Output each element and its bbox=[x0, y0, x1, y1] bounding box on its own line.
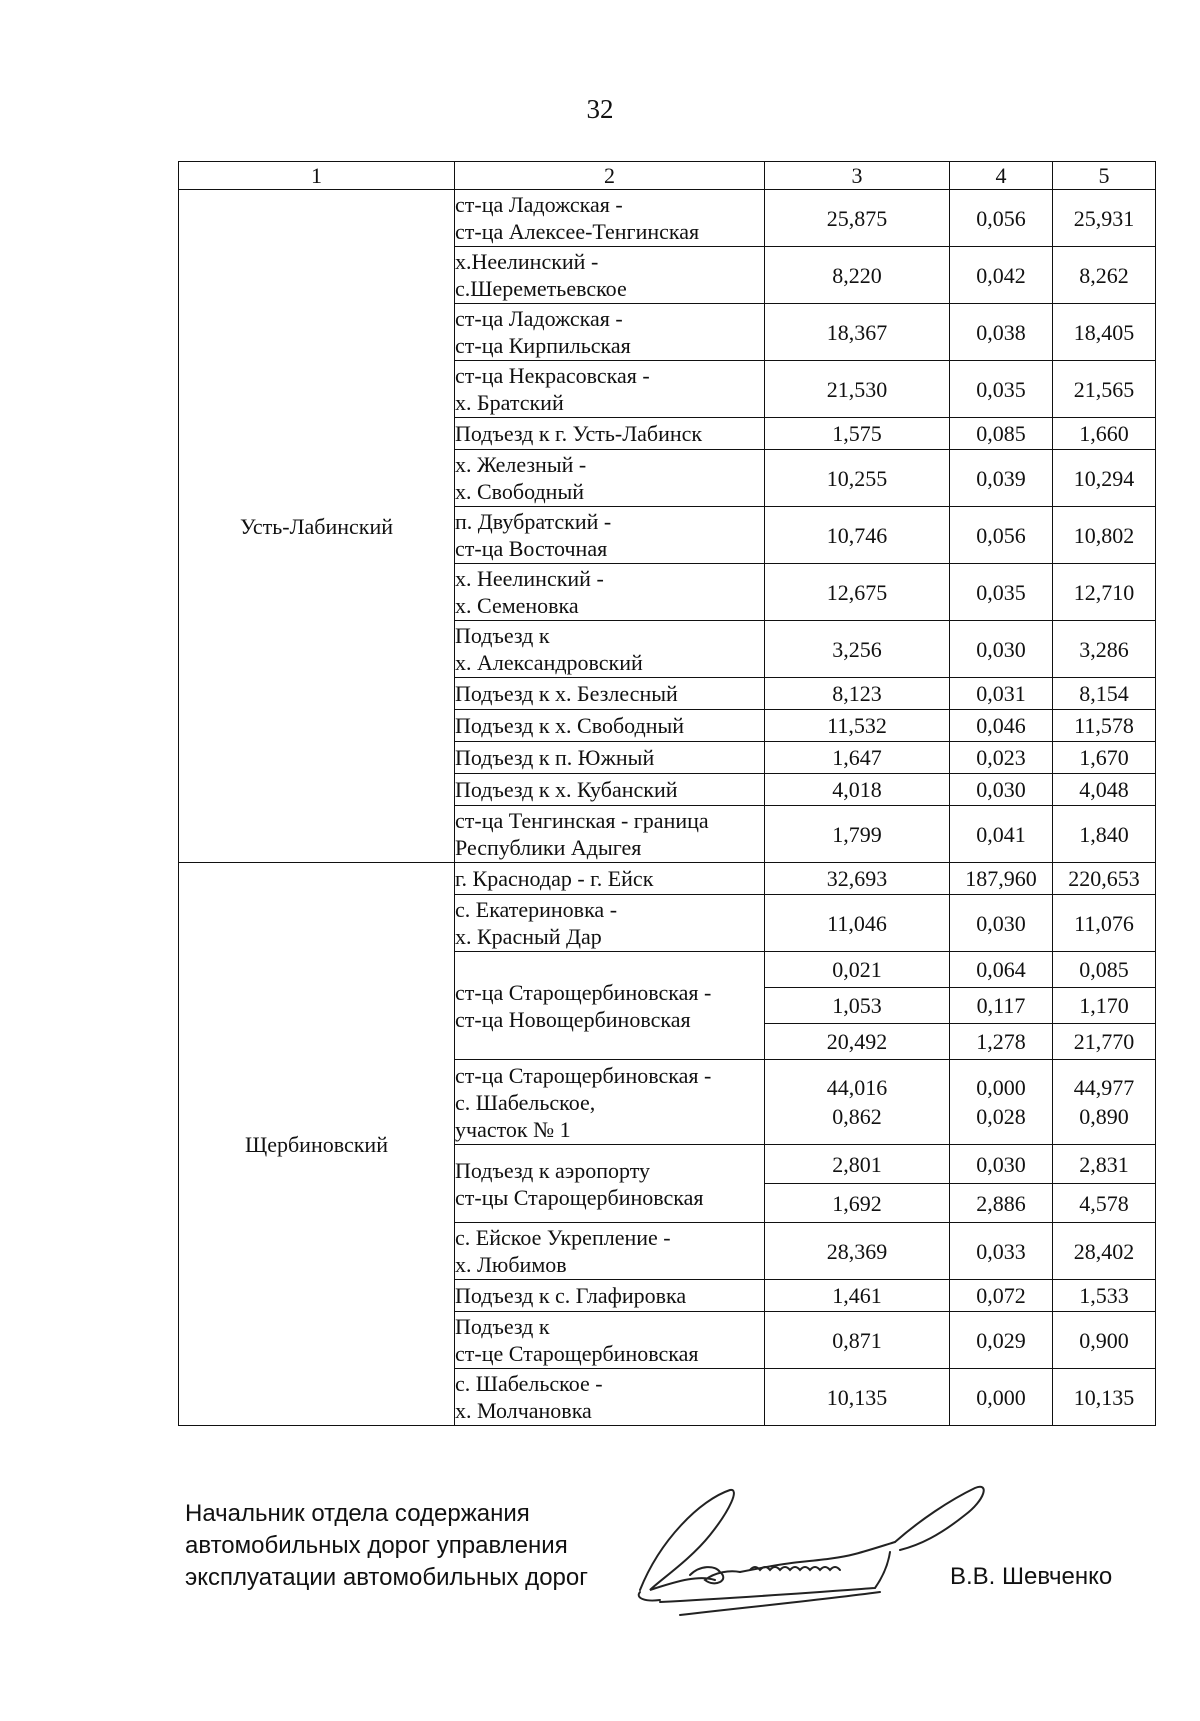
value-col3: 1,799 bbox=[765, 806, 950, 863]
road-name: ст-ца Тенгинская - граница Республики Адыгея bbox=[455, 806, 765, 863]
value-col4-b: 0,028 bbox=[976, 1104, 1026, 1129]
value-col5: 21,565 bbox=[1053, 361, 1156, 418]
value-col5-b: 0,890 bbox=[1079, 1104, 1129, 1129]
value-col3: 10,255 bbox=[765, 450, 950, 507]
value-col5: 1,170 bbox=[1053, 988, 1156, 1024]
value-col4: 0,031 bbox=[950, 678, 1053, 710]
value-col4-a: 0,000 bbox=[976, 1075, 1026, 1100]
value-col5: 11,578 bbox=[1053, 710, 1156, 742]
signer-position-line-3: эксплуатации автомобильных дорог bbox=[185, 1564, 588, 1591]
column-header-3: 3 bbox=[765, 162, 950, 190]
value-col3: 10,135 bbox=[765, 1369, 950, 1426]
road-name: г. Краснодар - г. Ейск bbox=[455, 863, 765, 895]
value-col5: 0,085 bbox=[1053, 952, 1156, 988]
handwritten-signature bbox=[620, 1480, 1020, 1640]
value-col3: 11,046 bbox=[765, 895, 950, 952]
value-col5 bbox=[1053, 1060, 1156, 1145]
road-name: Подъезд к п. Южный bbox=[455, 742, 765, 774]
road-name: х. Железный - х. Свободный bbox=[455, 450, 765, 507]
value-col3: 21,530 bbox=[765, 361, 950, 418]
road-name: х.Неелинский - с.Шереметьевское bbox=[455, 247, 765, 304]
value-col3: 1,647 bbox=[765, 742, 950, 774]
value-col3: 0,021 bbox=[765, 952, 950, 988]
page-number: 32 bbox=[586, 94, 614, 124]
table-header bbox=[179, 162, 1156, 190]
road-name: п. Двубратский - ст-ца Восточная bbox=[455, 507, 765, 564]
value-col5: 1,533 bbox=[1053, 1280, 1156, 1312]
value-col5: 11,076 bbox=[1053, 895, 1156, 952]
value-col3: 1,692 bbox=[765, 1184, 950, 1223]
value-col3: 11,532 bbox=[765, 710, 950, 742]
value-col3: 18,367 bbox=[765, 304, 950, 361]
road-name: х. Неелинский - х. Семеновка bbox=[455, 564, 765, 621]
value-col3: 32,693 bbox=[765, 863, 950, 895]
value-col3-a: 44,016 bbox=[826, 1075, 888, 1100]
road-name: Подъезд к х. Александровский bbox=[455, 621, 765, 678]
value-col5: 2,831 bbox=[1053, 1145, 1156, 1184]
signer-name: В.В. Шевченко bbox=[950, 1563, 1113, 1590]
value-col4: 0,046 bbox=[950, 710, 1053, 742]
value-col3: 1,053 bbox=[765, 988, 950, 1024]
value-col4: 0,000 bbox=[950, 1369, 1053, 1426]
road-name: ст-ца Ладожская - ст-ца Алексее-Тенгинская bbox=[455, 190, 765, 247]
value-col5: 1,670 bbox=[1053, 742, 1156, 774]
value-col4: 0,041 bbox=[950, 806, 1053, 863]
road-name: Подъезд к ст-це Старощербиновская bbox=[455, 1312, 765, 1369]
value-col5: 8,262 bbox=[1053, 247, 1156, 304]
table-row bbox=[179, 190, 1156, 247]
value-col4: 0,039 bbox=[950, 450, 1053, 507]
value-col5: 28,402 bbox=[1053, 1223, 1156, 1280]
value-col4: 187,960 bbox=[950, 863, 1053, 895]
table-row bbox=[179, 863, 1156, 895]
value-col5: 12,710 bbox=[1053, 564, 1156, 621]
value-col3: 8,123 bbox=[765, 678, 950, 710]
value-col3: 2,801 bbox=[765, 1145, 950, 1184]
value-col5: 10,135 bbox=[1053, 1369, 1156, 1426]
value-col3 bbox=[765, 1060, 950, 1145]
value-col4: 0,023 bbox=[950, 742, 1053, 774]
road-name: Подъезд к с. Глафировка bbox=[455, 1280, 765, 1312]
road-name: ст-ца Ладожская - ст-ца Кирпильская bbox=[455, 304, 765, 361]
value-col4: 0,064 bbox=[950, 952, 1053, 988]
value-col5: 4,578 bbox=[1053, 1184, 1156, 1223]
value-col3: 4,018 bbox=[765, 774, 950, 806]
road-name: с. Ейское Укрепление - х. Любимов bbox=[455, 1223, 765, 1280]
road-name: Подъезд к х. Свободный bbox=[455, 710, 765, 742]
header-row bbox=[179, 162, 1156, 190]
value-col4: 0,042 bbox=[950, 247, 1053, 304]
road-name: ст-ца Старощербиновская - ст-ца Новощербиновская bbox=[455, 952, 765, 1060]
value-col4 bbox=[950, 1060, 1053, 1145]
road-name: ст-ца Старощербиновская - с. Шабельское, участок № 1 bbox=[455, 1060, 765, 1145]
value-col4: 1,278 bbox=[950, 1024, 1053, 1060]
value-col4: 0,030 bbox=[950, 774, 1053, 806]
value-col3: 0,871 bbox=[765, 1312, 950, 1369]
value-col5-a: 44,977 bbox=[1073, 1075, 1135, 1100]
road-name: Подъезд к х. Кубанский bbox=[455, 774, 765, 806]
value-col4: 0,085 bbox=[950, 418, 1053, 450]
value-col3: 1,461 bbox=[765, 1280, 950, 1312]
column-header-4: 4 bbox=[950, 162, 1053, 190]
signature-block bbox=[185, 1498, 588, 1594]
road-name: ст-ца Некрасовская - х. Братский bbox=[455, 361, 765, 418]
column-header-5: 5 bbox=[1053, 162, 1156, 190]
road-name: Подъезд к х. Безлесный bbox=[455, 678, 765, 710]
value-col4: 0,030 bbox=[950, 1145, 1053, 1184]
value-col4: 0,056 bbox=[950, 190, 1053, 247]
value-col4: 0,030 bbox=[950, 621, 1053, 678]
value-col4: 0,072 bbox=[950, 1280, 1053, 1312]
signer-position-line-2: автомобильных дорог управления bbox=[185, 1532, 568, 1559]
column-header-2: 2 bbox=[455, 162, 765, 190]
column-header-1: 1 bbox=[179, 162, 455, 190]
value-col5: 25,931 bbox=[1053, 190, 1156, 247]
value-col3: 25,875 bbox=[765, 190, 950, 247]
value-col3-b: 0,862 bbox=[832, 1104, 882, 1129]
district-cell: Щербиновский bbox=[179, 863, 455, 1426]
road-name: Подъезд к г. Усть-Лабинск bbox=[455, 418, 765, 450]
value-col5: 10,802 bbox=[1053, 507, 1156, 564]
value-col3: 1,575 bbox=[765, 418, 950, 450]
value-col4: 0,117 bbox=[950, 988, 1053, 1024]
road-name: с. Екатериновка - х. Красный Дар bbox=[455, 895, 765, 952]
value-col4: 0,038 bbox=[950, 304, 1053, 361]
value-col5: 1,840 bbox=[1053, 806, 1156, 863]
value-col4: 0,030 bbox=[950, 895, 1053, 952]
value-col5: 10,294 bbox=[1053, 450, 1156, 507]
value-col4: 2,886 bbox=[950, 1184, 1053, 1223]
signer-position-line-1: Начальник отдела содержания bbox=[185, 1500, 530, 1527]
value-col3: 10,746 bbox=[765, 507, 950, 564]
value-col5: 0,900 bbox=[1053, 1312, 1156, 1369]
value-col3: 28,369 bbox=[765, 1223, 950, 1280]
value-col3: 20,492 bbox=[765, 1024, 950, 1060]
table-body bbox=[179, 190, 1156, 1426]
value-col4: 0,035 bbox=[950, 564, 1053, 621]
value-col5: 21,770 bbox=[1053, 1024, 1156, 1060]
value-col5: 1,660 bbox=[1053, 418, 1156, 450]
value-col5: 8,154 bbox=[1053, 678, 1156, 710]
road-name: с. Шабельское - х. Молчановка bbox=[455, 1369, 765, 1426]
road-name: Подъезд к аэропорту ст-цы Старощербиновская bbox=[455, 1145, 765, 1223]
value-col4: 0,035 bbox=[950, 361, 1053, 418]
value-col4: 0,029 bbox=[950, 1312, 1053, 1369]
value-col5: 4,048 bbox=[1053, 774, 1156, 806]
roads-table bbox=[178, 161, 1156, 1426]
value-col3: 3,256 bbox=[765, 621, 950, 678]
district-cell: Усть-Лабинский bbox=[179, 190, 455, 863]
value-col5: 220,653 bbox=[1053, 863, 1156, 895]
value-col4: 0,056 bbox=[950, 507, 1053, 564]
value-col3: 8,220 bbox=[765, 247, 950, 304]
value-col3: 12,675 bbox=[765, 564, 950, 621]
value-col4: 0,033 bbox=[950, 1223, 1053, 1280]
value-col5: 18,405 bbox=[1053, 304, 1156, 361]
value-col5: 3,286 bbox=[1053, 621, 1156, 678]
